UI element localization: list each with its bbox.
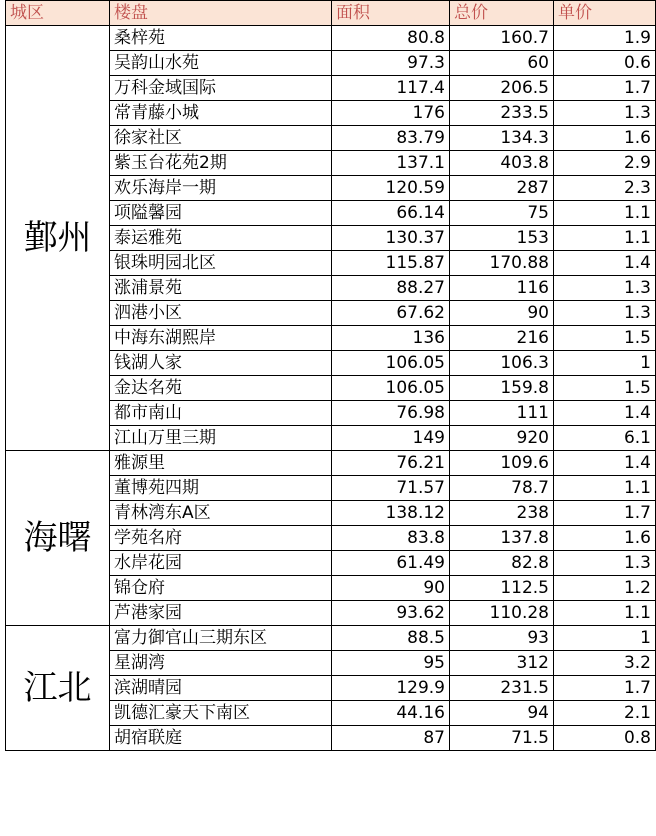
estate-name-cell[interactable]: 水岸花园 (110, 551, 332, 576)
total-price-cell[interactable]: 160.7 (450, 26, 554, 51)
unit-price-cell[interactable]: 2.1 (554, 701, 656, 726)
estate-name-cell[interactable]: 泗港小区 (110, 301, 332, 326)
unit-price-cell[interactable]: 1.1 (554, 226, 656, 251)
estate-name-cell[interactable]: 胡宿联庭 (110, 726, 332, 751)
area-cell[interactable]: 136 (332, 326, 450, 351)
estate-name-cell[interactable]: 桑梓苑 (110, 26, 332, 51)
district-cell[interactable]: 鄞州 (6, 26, 110, 451)
unit-price-cell[interactable]: 1.4 (554, 251, 656, 276)
estate-name-cell[interactable]: 项隘馨园 (110, 201, 332, 226)
area-cell[interactable]: 76.21 (332, 451, 450, 476)
district-cell[interactable]: 海曙 (6, 451, 110, 626)
estate-name-cell[interactable]: 凯德汇豪天下南区 (110, 701, 332, 726)
total-price-cell[interactable]: 110.28 (450, 601, 554, 626)
estate-name-cell[interactable]: 银珠明园北区 (110, 251, 332, 276)
district-cell[interactable]: 江北 (6, 626, 110, 751)
total-price-cell[interactable]: 312 (450, 651, 554, 676)
area-cell[interactable]: 44.16 (332, 701, 450, 726)
estate-name-cell[interactable]: 中海东湖熙岸 (110, 326, 332, 351)
table-row (6, 451, 656, 476)
estate-name-cell[interactable]: 星湖湾 (110, 651, 332, 676)
unit-price-cell[interactable]: 2.9 (554, 151, 656, 176)
header-estate[interactable]: 楼盘 (110, 1, 332, 26)
unit-price-cell[interactable]: 2.3 (554, 176, 656, 201)
estate-name-cell[interactable]: 金达名苑 (110, 376, 332, 401)
total-price-cell[interactable]: 112.5 (450, 576, 554, 601)
estate-name-cell[interactable]: 泰运雅苑 (110, 226, 332, 251)
total-price-cell[interactable]: 75 (450, 201, 554, 226)
unit-price-cell[interactable]: 1.7 (554, 501, 656, 526)
total-price-cell[interactable]: 111 (450, 401, 554, 426)
total-price-cell[interactable]: 920 (450, 426, 554, 451)
area-cell[interactable]: 97.3 (332, 51, 450, 76)
total-price-cell[interactable]: 137.8 (450, 526, 554, 551)
estate-name-cell[interactable]: 江山万里三期 (110, 426, 332, 451)
area-cell[interactable]: 176 (332, 101, 450, 126)
unit-price-cell[interactable]: 1.5 (554, 376, 656, 401)
unit-price-cell[interactable]: 1.4 (554, 401, 656, 426)
area-cell[interactable]: 88.5 (332, 626, 450, 651)
total-price-cell[interactable]: 238 (450, 501, 554, 526)
table-body (6, 26, 656, 751)
estate-name-cell[interactable]: 滨湖晴园 (110, 676, 332, 701)
total-price-cell[interactable]: 206.5 (450, 76, 554, 101)
area-cell[interactable]: 61.49 (332, 551, 450, 576)
estate-name-cell[interactable]: 锦仓府 (110, 576, 332, 601)
area-cell[interactable]: 76.98 (332, 401, 450, 426)
unit-price-cell[interactable]: 1.6 (554, 126, 656, 151)
total-price-cell[interactable]: 134.3 (450, 126, 554, 151)
unit-price-cell[interactable]: 1 (554, 351, 656, 376)
unit-price-cell[interactable]: 0.6 (554, 51, 656, 76)
total-price-cell[interactable]: 93 (450, 626, 554, 651)
housing-price-table (5, 0, 656, 751)
unit-price-cell[interactable]: 1.3 (554, 551, 656, 576)
unit-price-cell[interactable]: 1.4 (554, 451, 656, 476)
total-price-cell[interactable]: 170.88 (450, 251, 554, 276)
estate-name-cell[interactable]: 常青藤小城 (110, 101, 332, 126)
estate-name-cell[interactable]: 董博苑四期 (110, 476, 332, 501)
estate-name-cell[interactable]: 欢乐海岸一期 (110, 176, 332, 201)
total-price-cell[interactable]: 159.8 (450, 376, 554, 401)
area-cell[interactable]: 137.1 (332, 151, 450, 176)
unit-price-cell[interactable]: 1 (554, 626, 656, 651)
area-cell[interactable]: 87 (332, 726, 450, 751)
estate-name-cell[interactable]: 涨浦景苑 (110, 276, 332, 301)
area-cell[interactable]: 138.12 (332, 501, 450, 526)
area-cell[interactable]: 120.59 (332, 176, 450, 201)
estate-name-cell[interactable]: 万科金域国际 (110, 76, 332, 101)
area-cell[interactable]: 71.57 (332, 476, 450, 501)
estate-name-cell[interactable]: 紫玉台花苑2期 (110, 151, 332, 176)
unit-price-cell[interactable]: 1.7 (554, 676, 656, 701)
total-price-cell[interactable]: 90 (450, 301, 554, 326)
estate-name-cell[interactable]: 徐家社区 (110, 126, 332, 151)
area-cell[interactable]: 67.62 (332, 301, 450, 326)
area-cell[interactable]: 90 (332, 576, 450, 601)
table-row (6, 26, 656, 51)
unit-price-cell[interactable]: 1.9 (554, 26, 656, 51)
area-cell[interactable]: 80.8 (332, 26, 450, 51)
total-price-cell[interactable]: 231.5 (450, 676, 554, 701)
unit-price-cell[interactable]: 1.7 (554, 76, 656, 101)
area-cell[interactable]: 106.05 (332, 351, 450, 376)
header-district[interactable]: 城区 (6, 1, 110, 26)
total-price-cell[interactable]: 71.5 (450, 726, 554, 751)
total-price-cell[interactable]: 60 (450, 51, 554, 76)
area-cell[interactable]: 115.87 (332, 251, 450, 276)
unit-price-cell[interactable]: 1.1 (554, 601, 656, 626)
unit-price-cell[interactable]: 1.3 (554, 301, 656, 326)
area-cell[interactable]: 66.14 (332, 201, 450, 226)
total-price-cell[interactable]: 94 (450, 701, 554, 726)
unit-price-cell[interactable]: 3.2 (554, 651, 656, 676)
header-unit-price[interactable]: 单价 (554, 1, 656, 26)
unit-price-cell[interactable]: 1.5 (554, 326, 656, 351)
estate-name-cell[interactable]: 学苑名府 (110, 526, 332, 551)
header-row (6, 1, 656, 26)
total-price-cell[interactable]: 106.3 (450, 351, 554, 376)
unit-price-cell[interactable]: 1.1 (554, 476, 656, 501)
area-cell[interactable]: 149 (332, 426, 450, 451)
estate-name-cell[interactable]: 吴韵山水苑 (110, 51, 332, 76)
total-price-cell[interactable]: 216 (450, 326, 554, 351)
total-price-cell[interactable]: 287 (450, 176, 554, 201)
estate-name-cell[interactable]: 富力御官山三期东区 (110, 626, 332, 651)
estate-name-cell[interactable]: 芦港家园 (110, 601, 332, 626)
total-price-cell[interactable]: 233.5 (450, 101, 554, 126)
total-price-cell[interactable]: 153 (450, 226, 554, 251)
total-price-cell[interactable]: 403.8 (450, 151, 554, 176)
estate-name-cell[interactable]: 雅源里 (110, 451, 332, 476)
unit-price-cell[interactable]: 1.6 (554, 526, 656, 551)
area-cell[interactable]: 130.37 (332, 226, 450, 251)
area-cell[interactable]: 95 (332, 651, 450, 676)
area-cell[interactable]: 117.4 (332, 76, 450, 101)
total-price-cell[interactable]: 82.8 (450, 551, 554, 576)
table-row (6, 626, 656, 651)
unit-price-cell[interactable]: 1.3 (554, 101, 656, 126)
estate-name-cell[interactable]: 青林湾东A区 (110, 501, 332, 526)
area-cell[interactable]: 88.27 (332, 276, 450, 301)
total-price-cell[interactable]: 109.6 (450, 451, 554, 476)
area-cell[interactable]: 93.62 (332, 601, 450, 626)
area-cell[interactable]: 129.9 (332, 676, 450, 701)
unit-price-cell[interactable]: 6.1 (554, 426, 656, 451)
header-total-price[interactable]: 总价 (450, 1, 554, 26)
unit-price-cell[interactable]: 1.3 (554, 276, 656, 301)
header-area[interactable]: 面积 (332, 1, 450, 26)
total-price-cell[interactable]: 116 (450, 276, 554, 301)
unit-price-cell[interactable]: 1.1 (554, 201, 656, 226)
unit-price-cell[interactable]: 1.2 (554, 576, 656, 601)
area-cell[interactable]: 83.79 (332, 126, 450, 151)
estate-name-cell[interactable]: 钱湖人家 (110, 351, 332, 376)
area-cell[interactable]: 106.05 (332, 376, 450, 401)
estate-name-cell[interactable]: 都市南山 (110, 401, 332, 426)
unit-price-cell[interactable]: 0.8 (554, 726, 656, 751)
total-price-cell[interactable]: 78.7 (450, 476, 554, 501)
area-cell[interactable]: 83.8 (332, 526, 450, 551)
